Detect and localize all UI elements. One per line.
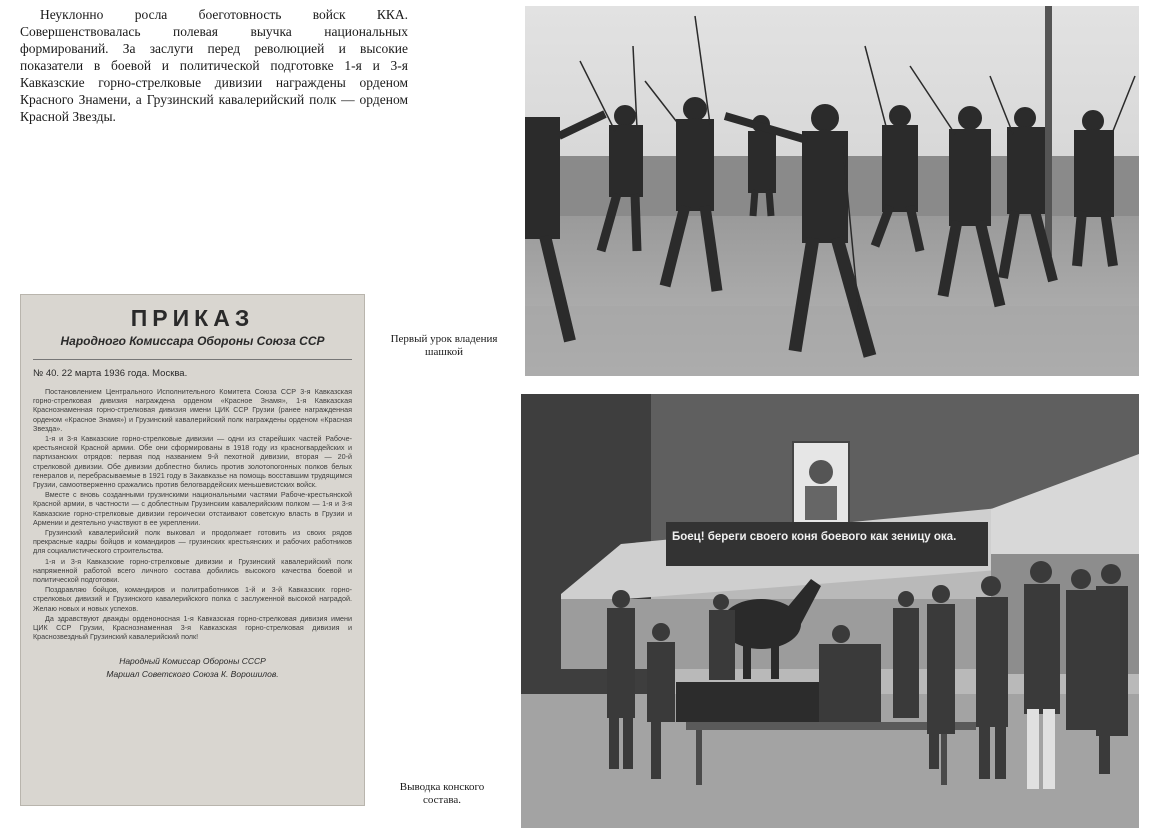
order-title: ПРИКАЗ bbox=[130, 305, 255, 331]
order-paragraph: 1-я и 3-я Кавказские горно-стрелковые дивизии и Грузинский кавалерийский полк напряженной работой всего личного состава добились высокого качества боевой и политической подготовки. bbox=[33, 556, 352, 585]
person-figure bbox=[1066, 569, 1098, 730]
order-subtitle: Народного Комиссара Обороны Союза ССР bbox=[60, 334, 325, 348]
intro-paragraph: Неуклонно росла боеготовность войск ККА. Совершенствовалась полевая выучка национальных формирований. За заслуги перед революцией и высокие показатели в боевой и политической подготовке 1-я и 3-я Кавказские горно-стрелковые дивизии награждены орденом Красного Знамени, а Грузинский кавалерийский полк — орденом Красной Звезды. bbox=[20, 7, 408, 124]
order-paragraph: Поздравляю бойцов, командиров и политработников 1-й и 3-й Кавказских горно-стрелковых дивизий и Грузинского кавалерийского полка с заслуженной высокой наградой. Желаю новых и новых успехов. bbox=[33, 585, 352, 613]
horse-inspection-illustration bbox=[521, 394, 1139, 828]
photo-caption-horse-inspection: Выводка конского состава. bbox=[399, 781, 485, 806]
banner-text: Боец! береги своего коня боевого как зеницу ока. bbox=[672, 531, 957, 543]
sabre-drill-illustration bbox=[525, 6, 1139, 376]
intro-text-block bbox=[20, 6, 408, 125]
order-paragraph: Постановлением Центрального Исполнительного Комитета Союза ССР 3-я Кавказская горно-стрелковая дивизия награждена орденом «Красное Знамя», 1-я Кавказская Краснознаменная горно-стрелковая дивизия имени ЦИК ССР Грузии (ранее награжденная орденом «Красное Знамя») и Грузинский кавалерийский полк награждены орденом «Красная Звезда». bbox=[33, 387, 352, 433]
signature-title: Народный Комиссар Обороны СССР bbox=[119, 656, 266, 667]
photo-caption-sabre-drill: Первый урок владения шашкой bbox=[390, 333, 498, 358]
signature-name: Маршал Советского Союза К. Ворошилов. bbox=[106, 669, 279, 680]
order-paragraph: Да здравствуют дважды орденоносная 1-я Кавказская горно-стрелковая дивизия имени ЦИК ССР Грузии, Краснознаменная 3-я Кавказская горно-стрелковая дивизия и Краснозвездный Грузинский кавалерийский полк! bbox=[33, 613, 352, 642]
order-paragraph: Грузинский кавалерийский полк выковал и продолжает готовить из своих рядов прекрасные кадры бойцов и командиров — грузинских крестьянских и рабочих работников для социалистического строительства. bbox=[33, 528, 352, 556]
order-paragraph: Вместе с вновь созданными грузинскими национальными частями Рабоче-крестьянской Красной армии, в частности — с доблестным Грузинским кавалерийским полком — 1-я и 3-я Кавказские горно-стрелковые дивизии героически отстаивают советскую власть в Грузии и Армении и деятельно участвуют в ее укреплении. bbox=[33, 490, 352, 527]
order-meta: № 40. 22 марта 1936 года. Москва. bbox=[33, 368, 188, 379]
person-figure bbox=[893, 591, 919, 718]
order-signature bbox=[33, 655, 352, 681]
order-paragraph: 1-я и 3-я Кавказские горно-стрелковые дивизии — одни из старейших частей Рабоче-крестьянской Красной армии. Обе они сформированы в 1918 году из красногвардейских и партизанских отрядов: первая под названием 9-й пехотной дивизии, вторая — 20-й стрелковой дивизии. Обе дивизии доблестно бились против золотопогонных полков белых генералов и, перебрасываемые в 1921 году в Закавказье на помощь восставшим трудящимся Грузии, самоотверженно сражались против белогвардейских меньшевистских войск. bbox=[33, 434, 352, 490]
banner-board bbox=[666, 522, 988, 566]
order-divider bbox=[33, 359, 352, 360]
order-body bbox=[33, 387, 352, 641]
horse-inspection-photo bbox=[521, 394, 1139, 828]
order-document-clipping bbox=[20, 294, 365, 806]
sabre-drill-photo bbox=[525, 6, 1139, 376]
